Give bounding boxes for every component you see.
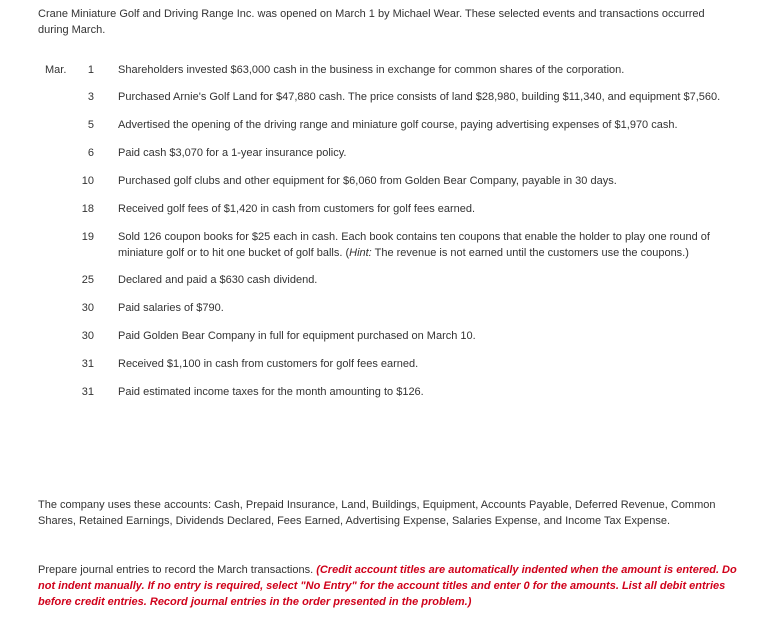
event-day: 31 xyxy=(81,386,94,398)
events-list xyxy=(38,62,753,400)
accounts-paragraph: The company uses these accounts: Cash, Prepaid Insurance, Land, Buildings, Equipment, Accounts Payable, Deferred Revenue, Common Shares, Retained Earnings, Dividends Declared, Fees Earned, Advertising Expense, Salaries Expense, and Income Tax Expense. xyxy=(38,499,716,527)
event-row xyxy=(38,356,753,372)
event-row xyxy=(38,272,753,288)
month-label: Mar. xyxy=(45,64,67,76)
event-text-after-hint: The revenue is not earned until the customers use the coupons.) xyxy=(371,247,689,259)
event-description: Paid cash $3,070 for a 1-year insurance policy. xyxy=(118,147,347,159)
instructions-text: Prepare journal entries to record the March transactions. xyxy=(38,564,317,576)
event-row xyxy=(38,145,753,161)
event-description: Received $1,100 in cash from customers for golf fees earned. xyxy=(118,358,419,370)
event-text: Sold 126 coupon books for $25 each in cash. Each book contains ten coupons that enable the holder to play one round of miniature golf or to hit one bucket of golf balls. ( xyxy=(118,231,710,259)
event-row xyxy=(38,173,753,189)
event-row xyxy=(38,201,753,217)
event-description: Paid Golden Bear Company in full for equipment purchased on March 10. xyxy=(118,330,476,342)
event-row xyxy=(38,117,753,133)
intro-paragraph: Crane Miniature Golf and Driving Range Inc. was opened on March 1 by Michael Wear. These selected events and transactions occurred during March. xyxy=(38,8,705,36)
event-description: Declared and paid a $630 cash dividend. xyxy=(118,274,318,286)
event-day: 6 xyxy=(87,147,94,159)
event-description: Advertised the opening of the driving range and miniature golf course, paying advertising expenses of $1,970 cash. xyxy=(118,119,678,131)
event-description: Shareholders invested $63,000 cash in the business in exchange for common shares of the corporation. xyxy=(118,64,625,76)
event-description: Received golf fees of $1,420 in cash from customers for golf fees earned. xyxy=(118,203,476,215)
event-row xyxy=(38,62,753,78)
event-row xyxy=(38,89,753,105)
event-row xyxy=(38,328,753,344)
event-day: 1 xyxy=(87,64,94,76)
event-day: 5 xyxy=(87,119,94,131)
hint-label: Hint: xyxy=(349,247,372,259)
event-day: 10 xyxy=(81,175,94,187)
event-day: 25 xyxy=(81,274,94,286)
instructions-paragraph xyxy=(38,562,743,610)
event-description: Purchased golf clubs and other equipment for $6,060 from Golden Bear Company, payable in 30 days. xyxy=(118,175,617,187)
event-day: 3 xyxy=(87,91,94,103)
event-day: 30 xyxy=(81,302,94,314)
instructions-note: (Credit account titles are automatically indented when the amount is entered. Do not indent manually. If no entry is required, select "No Entry" for the account titles and enter 0 for the amounts. List all debit entries before credit entries. Record journal entries in the order presented in the problem.) xyxy=(38,564,737,608)
event-row xyxy=(38,229,753,261)
event-description: Paid estimated income taxes for the month amounting to $126. xyxy=(118,386,424,398)
event-description: Paid salaries of $790. xyxy=(118,302,224,314)
event-description: Purchased Arnie's Golf Land for $47,880 cash. The price consists of land $28,980, building $11,340, and equipment $7,560. xyxy=(118,91,721,103)
event-day: 18 xyxy=(81,203,94,215)
event-description xyxy=(118,229,743,261)
event-day: 31 xyxy=(81,358,94,370)
event-row xyxy=(38,384,753,400)
event-row xyxy=(38,300,753,316)
event-day: 19 xyxy=(81,231,94,243)
event-day: 30 xyxy=(81,330,94,342)
